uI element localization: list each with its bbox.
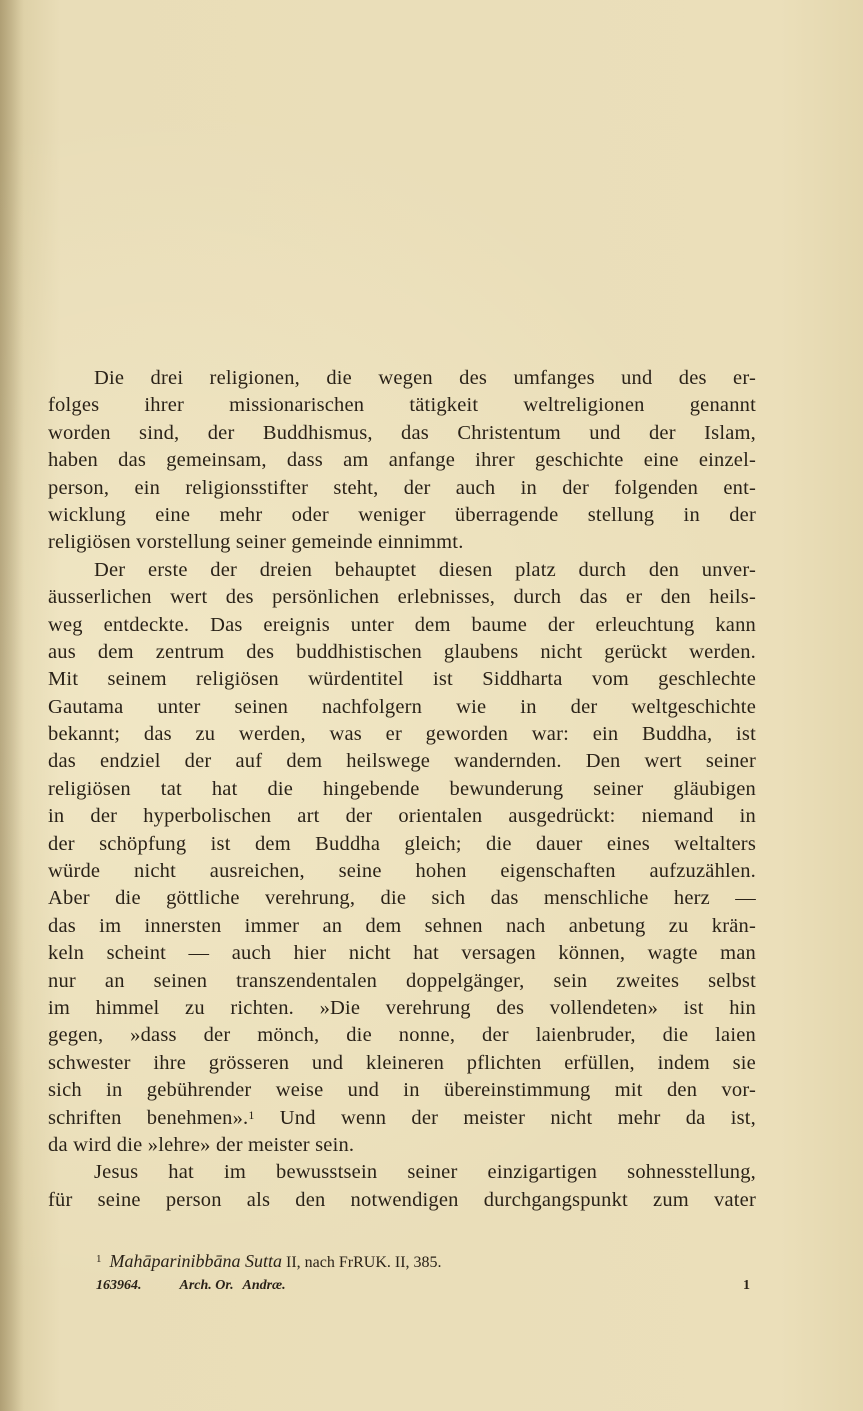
text-line: Aber die göttliche verehrung, die sich das menschliche herz — — [48, 887, 756, 910]
text-line: wicklung eine mehr oder weniger überragende stellung in der — [48, 503, 756, 526]
text-line: das im innersten immer an dem sehnen nach anbetung zu krän- — [48, 914, 756, 937]
text-line: Gautama unter seinen nachfolgern wie in der weltgeschichte — [48, 695, 756, 718]
text-line: in der hyperbolischen art der orientalen ausgedrückt: niemand in — [48, 805, 756, 828]
text-line: äusserlichen wert des persönlichen erlebnisses, durch das er den heils- — [48, 586, 756, 609]
text-line: religiösen vorstellung seiner gemeinde einnimmt. — [48, 531, 464, 554]
text-line: für seine person als den notwendigen durchgangspunkt zum vater — [48, 1188, 756, 1211]
footnote — [96, 1249, 736, 1275]
text-line: worden sind, der Buddhismus, das Christentum und der Islam, — [48, 421, 756, 444]
text-line: das endziel der auf dem heilswege wandernden. Den wert seiner — [48, 750, 756, 773]
text-line: haben das gemeinsam, dass am anfange ihrer geschichte eine einzel- — [48, 449, 756, 472]
printer-signature-line — [96, 1278, 750, 1294]
text-line: Die drei religionen, die wegen des umfanges und des er- — [94, 367, 756, 389]
signature-name: Andræ. — [242, 1278, 286, 1293]
page-gutter-shadow — [0, 0, 24, 1411]
text-line: nur an seinen transzendentalen doppelgänger, sein zweites selbst — [48, 969, 756, 992]
text-line-with-footnote-ref — [48, 1105, 756, 1132]
line-part: Und wenn der meister nicht mehr da ist, — [254, 1106, 756, 1129]
footnote-source: II, nach FrRUK. II, 385. — [282, 1254, 442, 1271]
text-line: bekannt; das zu werden, was er geworden war: ein Buddha, ist — [48, 723, 756, 746]
signature-series: Arch. Or. — [179, 1278, 234, 1293]
text-line: im himmel zu richten. »Die verehrung des vollendeten» ist hin — [48, 996, 756, 1019]
footnote-marker: 1 — [96, 1253, 102, 1265]
text-line: der schöpfung ist dem Buddha gleich; die dauer eines weltalters — [48, 832, 756, 855]
text-line: aus dem zentrum des buddhistischen glaubens nicht gerückt werden. — [48, 640, 756, 663]
footnote-ref[interactable]: 1 — [248, 1107, 255, 1122]
text-line: Der erste der dreien behauptet diesen platz durch den unver- — [94, 558, 756, 581]
text-line: keln scheint — auch hier nicht hat versagen können, wagte man — [48, 942, 756, 965]
text-line: folges ihrer missionarischen tätigkeit weltreligionen genannt — [48, 394, 756, 417]
signature-code: 163964. — [96, 1278, 142, 1293]
body-text — [48, 365, 756, 1214]
text-line: würde nicht ausreichen, seine hohen eigenschaften aufzuzählen. — [48, 860, 756, 883]
text-line: Mit seinem religiösen würdentitel ist Siddharta vom geschlechte — [48, 668, 756, 691]
text-line: Jesus hat im bewusstsein seiner einzigartigen sohnesstellung, — [94, 1161, 756, 1184]
text-line: da wird die »lehre» der meister sein. — [48, 1133, 355, 1156]
text-line: schwester ihre grösseren und kleineren pflichten erfüllen, indem sie — [48, 1051, 756, 1074]
text-line: religiösen tat hat die hingebende bewunderung seiner gläubigen — [48, 777, 756, 800]
text-line: person, ein religionsstifter steht, der auch in der folgenden ent- — [48, 476, 756, 499]
text-line: gegen, »dass der mönch, die nonne, der laienbruder, die laien — [48, 1024, 756, 1047]
text-line: sich in gebührender weise und in übereinstimmung mit den vor- — [48, 1079, 756, 1102]
line-part: schriften benehmen». — [48, 1106, 249, 1129]
footnote-title: Mahāparinibbāna Sutta — [109, 1251, 283, 1271]
text-line: weg entdeckte. Das ereignis unter dem baume der erleuchtung kann — [48, 613, 756, 636]
signature-bracket: 1 — [743, 1278, 750, 1293]
